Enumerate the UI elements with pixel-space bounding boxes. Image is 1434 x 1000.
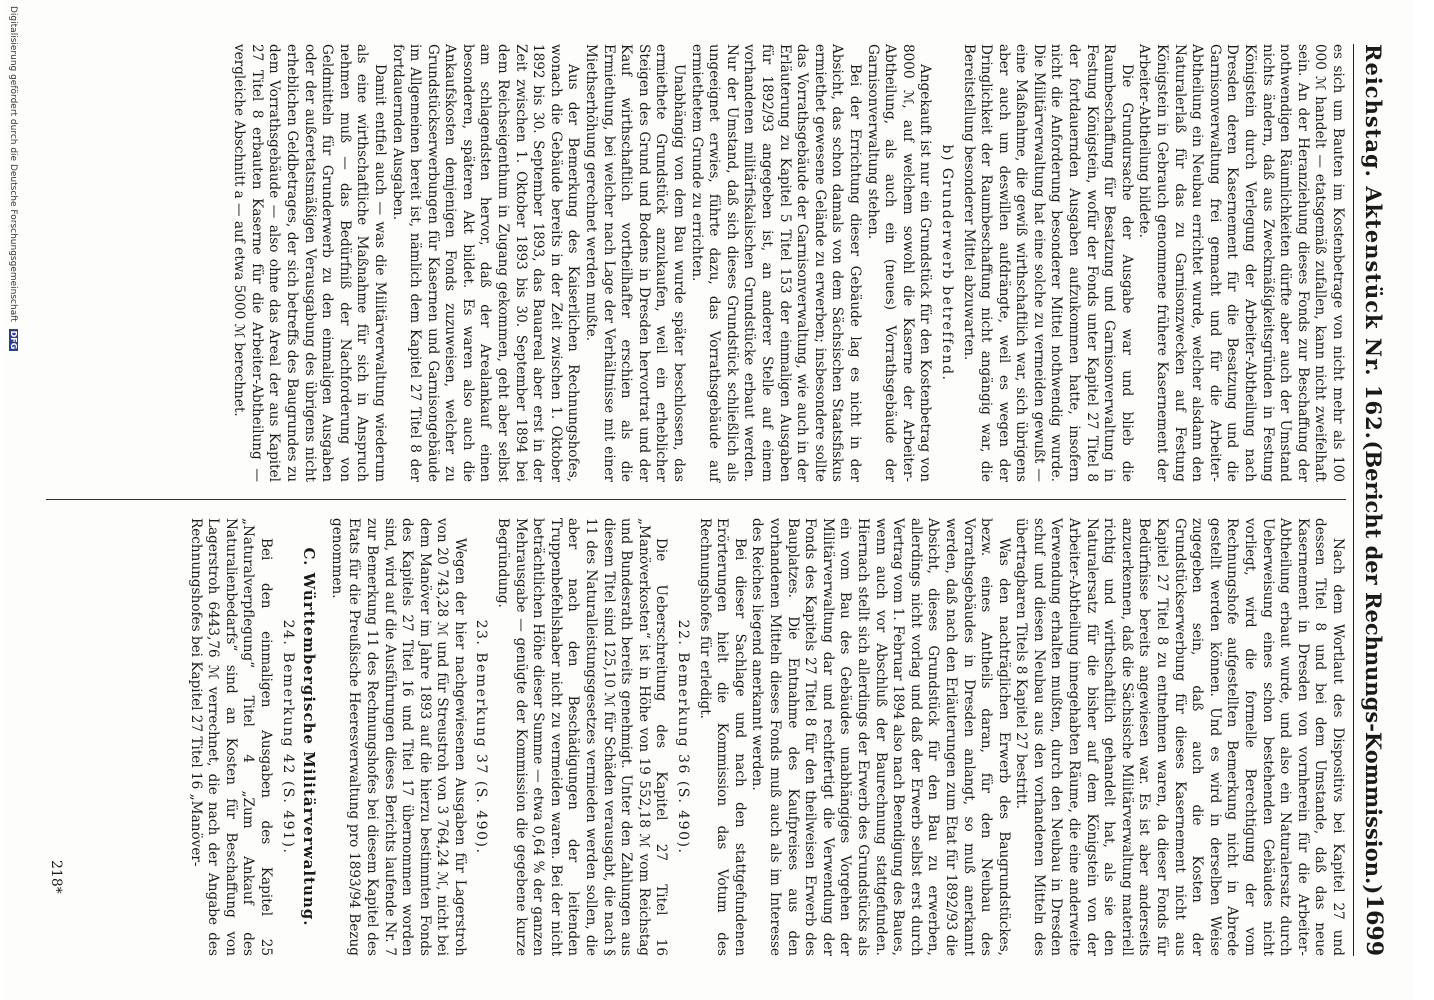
page-header	[1356, 44, 1392, 956]
digitization-credit	[8, 6, 18, 351]
header-subtitle: (Bericht der Rechnungs-Kommission.)	[1361, 440, 1387, 895]
paragraph: Wegen der hier nachgewiesenen Ausgaben für Lagerstroh von 20 743,28 ℳ und für Streustroh von 3 764,24 ℳ, nicht bei dem Manöver im Jahre 1893 auf die hierzu bestimmten Fonds des Kapitels 27 Titel 16 und Titel 17 übernommen worden sind, wird auf die Ausführungen dieses Berichts laufende Nr. 7 zur Bemerkung 11 des Rechnungshofes bei diesem Kapitel des Etats für die Preußische Heeresverwaltung pro 1893/94 Bezug genommen.	[328, 518, 468, 956]
paragraph: Nach dem Wortlaut des Dispositivs bei Kapitel 27 und dessen Titel 8 und bei dem Umstande, daß das neue Kasernement in Dresden von vornherein für die Arbeiter-Abtheilung erbaut wurde, und also ein Naturalersatz durch Ueberweisung eines schon bestehenden Gebäudes nicht vorliegt, wird die formelle Berechtigung der vom Rechnungshofe aufgestellten Bemerkung nicht in Abrede gestellt werden können. Und es wird in derselben Weise zugegeben sein, daß auch die Kosten der Grundstückserwerbung für dieses Kasernement nicht aus Kapitel 27 Titel 8 zu entnehmen waren, da dieser Fonds für Bedürfnisse bereits angewiesen war. Es ist aber anderseits anzuerkennen, daß die Sächsische Militärverwaltung materiell richtig und wirthschaftlich gehandelt hat, als sie den Naturalersatz für die bisher auf dem Königstein von der Arbeiter-Abtheilung innegehabten Räume, die eine anderweite Verwendung erhalten mußten, durch den Neubau in Dresden schuf und diesen Neubau aus den vorhandenen Mitteln des übertragbaren Titels 8 Kapitel 27 bestritt.	[1013, 518, 1346, 956]
paragraph: Unabhängig von dem Bau wurde später beschlossen, das ermiethete Grundstück anzukaufen, weil ein erheblicher Steigen des Grund und Bodens in Dresden hervortrat und der Kauf wirthschaftlich vortheilhafter erschien als die Ermiethung, bei welcher nach Lage der Verhältnisse mit einer Miethserhöhung gerechnet werden mußte.	[583, 44, 688, 482]
header-rule	[1353, 44, 1354, 956]
section-heading: 24. Bemerkung 42 (S. 491).	[279, 619, 296, 855]
dfg-logo: DFG	[9, 330, 18, 350]
header-title: Reichstag. Aktenstück Nr. 162.	[1361, 44, 1387, 440]
paragraph: Die Ueberschreitung des Kapitel 27 Titel 16 „Manöverkosten“ ist in Höhe von 19 552,18 ℳ vom Reichstag und Bundesrath bereits genehmigt. Unter den Zahlungen aus diesem Titel sind 125,10 ℳ für Schäden verausgabt, die nach § 11 des Naturalleistungsgesetzes vermieden werden sollen, die aber nach den Beschädigungen der leitenden Truppenbefehlshaber nicht zu vermeiden waren. Bei der nicht beträchtlichen Höhe dieser Summe — etwa 0,64 % der ganzen Mehrausgabe — genügte der Kommission die gegebene kurze Begründung.	[495, 518, 670, 956]
paragraph: Bei der Errichtung dieser Gebäude lag es nicht in der Absicht, das schon damals von dem Sächsischen Staatsfiskus ermiethet gewesene Gelände zu erwerben; insbesondere sollte das Vorrathsgebäude der Garnisonverwaltung, wie auch in der Erläuterung zu Kapitel 5 Titel 153 der einmaligen Ausgaben für 1892/93 angegeben ist, an anderer Stelle auf einem vorhandenen militärfiskalischen Grundstücke erbaut werden. Nur der Umstand, daß sich dieses Grundstück schließlich als ungeeignet erwies, führte dazu, das Vorrathsgebäude auf ermiethetem Grunde zu errichten.	[688, 44, 863, 482]
paragraph: Bei den einmaligen Ausgaben des Kapitel 25 „Naturalverpflegung“ Titel 4 „Zum Ankauf des Naturalienbedarfs“ sind an Kosten für Beschaffung von Lagerstroh 6443,76 ℳ verrechnet, die nach der Angabe des Rechnungshofes bei Kapitel 27 Titel 16 „Manöver-	[187, 518, 274, 956]
credit-text: Digitalisierung gefördert durch die Deutsche Forschungsgemeinschaft	[8, 6, 18, 322]
paragraph: es sich um Bauten im Kostenbetrage von nicht mehr als 100 000 ℳ handelt — etatsgemäß zufallen, kann nicht zweifelhaft sein. An der Heranziehung dieses Fonds zur Beschaffung der nothwendigen Räumlichkeiten dürfte aber auch der Umstand nichts ändern, daß aus Zweckmäßigkeitsgründen in Festung Königstein durch Verlegung der Arbeiter-Abtheilung nach Dresden deren Kasernement für die Besatzung und die Garnisonverwaltung frei gemacht und für die Arbeiter-Abtheilung ein Neubau errichtet wurde, welcher alsdann den Naturalerlaß für das zu Garnisonzwecken auf Festung Königstein in Gebrauch genommene frühere Kasernement der Arbeiter-Abtheilung bildete.	[1136, 44, 1346, 482]
chapter-heading: C. Württembergische Militärverwaltung.	[300, 547, 319, 927]
left-column	[230, 44, 1346, 482]
column-divider	[46, 499, 1346, 500]
paragraph: Angekauft ist nur ein Grundstück für den Kostenbetrag von 8000 ℳ, auf welchem sowohl die Kaserne der Arbeiter-Abtheilung, als auch ein (neues) Vorrathsgebäude der Garnisonverwaltung stehen.	[864, 44, 934, 482]
right-column	[186, 518, 1346, 956]
paragraph: Was den nachträglichen Erwerb des Baugrundstückes, bezw. eines Antheils daran, für den Neubau des Vorrathsgebäudes in Dresden anlangt, so muß anerkannt werden, daß nach den Erläuterungen zum Etat für 1892/93 die Absicht, dieses Grundstück für den Bau zu erwerben, allerdings nicht vorlag und daß der Erwerb selbst erst durch Vertrag vom 1. Februar 1894 also nach Beendigung des Baues, wenn auch vor Abschluß der Baurechnung stattgefunden. Hiernach stellt sich allerdings der Erwerb des Grundstücks als ein vom Bau des Gebäudes unabhängiges Vorgehen der Militärverwaltung dar und rechtfertigt die Verwendung der Fonds des Kapitels 27 Titel 8 für den theilweisen Erwerb des Bauplatzes. Die Entnahme des Kaufpreises aus den vorhandenen Mitteln dieses Fonds muß auch als im Interesse des Reiches liegend anerkannt werden.	[749, 518, 1012, 956]
paragraph: Damit entfiel auch — was die Militärverwaltung wiederum als eine wirthschaftliche Maßnahme für sich in Anspruch nehmen muß — das Bedürfniß der Nachforderung von Geldmitteln für Grunderwerb zu den einmaligen Ausgaben oder der außeretatsmäßigen Verausgabung des übrigens nicht erheblichen Geldbetrages, der sich betreffs des Baugrundes zu dem Vorrathsgebäude — also ohne das Areal der aus Kapitel 27 Titel 8 erbauten Kaserne für die Arbeiter-Abtheilung — vergleiche Abschnitt a — auf etwa 5000 ℳ berechnet.	[231, 44, 388, 482]
paragraph: Bei dieser Sachlage und nach den stattgefundenen Erörterungen hielt die Kommission das Votum des Rechnungshofes für erledigt.	[696, 518, 748, 956]
section-heading: 22. Bemerkung 36 (S. 490).	[675, 619, 692, 855]
document-page	[4, 0, 1414, 1000]
paragraph: Die Grundursache der Ausgabe war und blieb die Raumbeschaffung für Besatzung und Garnisonverwaltung in Festung Königstein, wofür der Fonds unter Kapitel 27 Titel 8 der fortdauernden Ausgaben aufzukommen hatte, insofern nicht die Anforderung besonderer Mittel nothwendig wurde. Die Militärverwaltung hat eine solche zu vermeiden gewußt — eine Maßnahme, die gewiß wirthschaftlich war, sich übrigens aber auch um deswillen aufdrängte, weil es wegen der Dringlichkeit der Raumbeschaffung nicht angängig war, die Bereitstellung besonderer Mittel abzuwarten.	[960, 44, 1135, 482]
section-heading: b) Grunderwerb betreffend.	[938, 144, 955, 382]
paragraph: Aus der Bemerkung des Kaiserlichen Rechnungshofes, wonach die Gebäude bereits in der Zeit zwischen 1. Oktober 1892 bis 30. September 1893, das Bauareal aber erst in der Zeit zwischen 1. Oktober 1893 bis 30. September 1894 bei dem Reichseigenthum in Zugang gekommen, geht aber selbst am schlagendsten hervor, daß der Arealankauf einen besonderen, späteren Akt bildet. Es waren also auch die Ankaufskosten demjenigen Fonds zuzuweisen, welcher zu Grundstückserwerbungen für Kasernen und Garnisongebäude im Allgemeinen bereit ist, nämlich dem Kapitel 27 Titel 8 der fortdauernden Ausgaben.	[389, 44, 582, 482]
page-number: 1699	[1361, 894, 1387, 956]
section-heading: 23. Bemerkung 37 (S. 490).	[473, 619, 490, 855]
signature-mark: 218*	[48, 860, 64, 894]
